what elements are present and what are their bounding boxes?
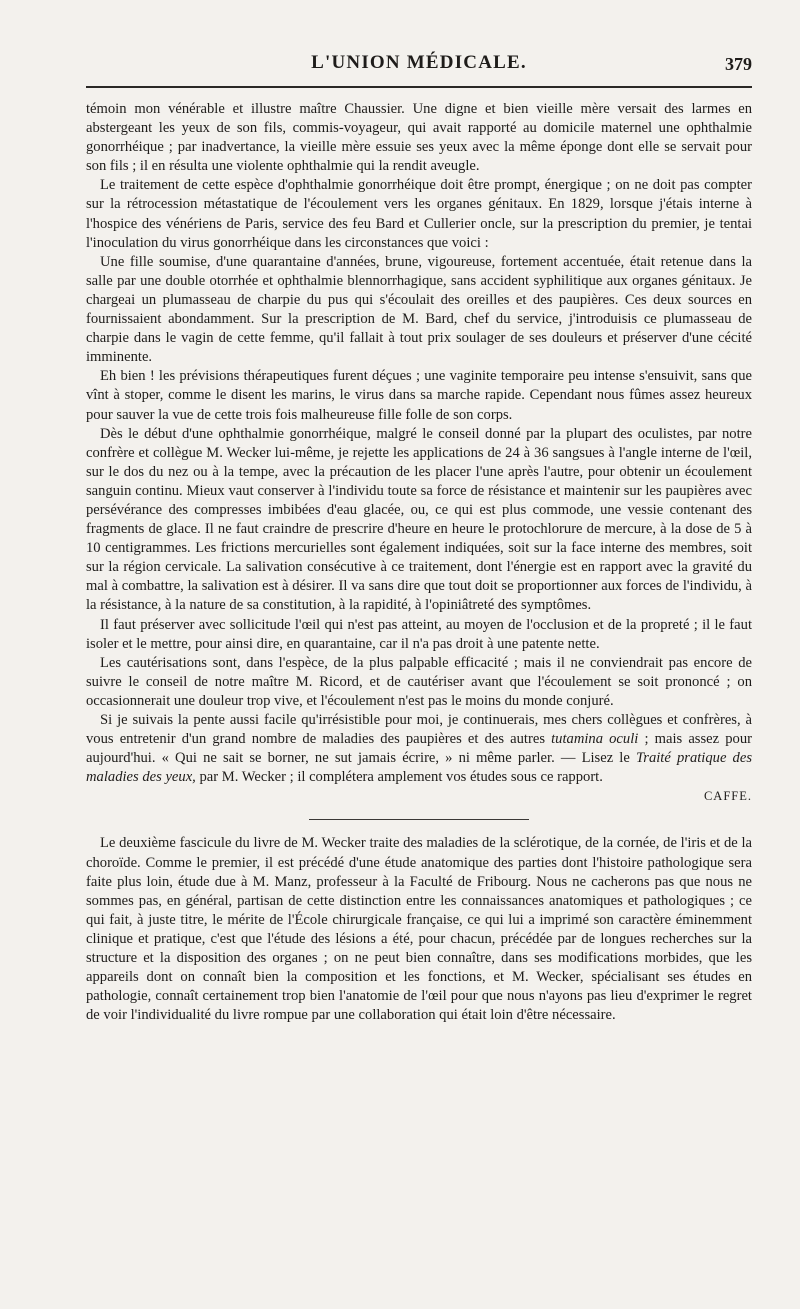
header-rule [86,86,752,88]
closing-text-1: Si je suivais la pente aussi facile qu'irrésistible pour moi, je continuerais, mes chers collègues et confrères, à vous entretenir d'un grand nombre de maladies des paupières et des autres [86,712,752,748]
paragraph-preservation: Il faut préserver avec sollicitude l'œil qui n'est pas atteint, au moyen de l'occlusion et de la propreté ; il le faut isoler et le mettre, pour ainsi dire, en quarantaine, car il n'a pas droit à une patente nette. [86,616,752,652]
paragraph-cauterization: Les cautérisations sont, dans l'espèce, de la plus palpable efficacité ; mais il ne conviendrait pas encore de suivre le conseil de notre maître M. Ricord, et de cautériser avant que l'écoulement se soit prononcé ; on occasionnerait une douleur trop vive, et l'écoulement n'est pas le moins du monde conjuré. [86,654,752,709]
closing-italic-2: Traité pratique des maladies des yeux, [86,750,753,786]
section-separator [309,819,529,820]
closing-italic-1: tutamina oculi [551,731,639,748]
article-body [86,100,752,1025]
paragraph-therapy: Dès le début d'une ophthalmie gonorrhéique, malgré le conseil donné par la plupart des oculistes, par notre confrère et collègue M. Wecker lui-même, je rejette les applications de 24 à 36 sangsues à l'angle interne de l'œil, sur le dos du nez ou à la tempe, avec la précaution de les placer l'une après l'autre, pour obtenir un écoulement sanguin continu. Mieux vaut conserver à l'individu toute sa force de résistance et maintenir sur les paupières avec persévérance des compresses imbibées d'eau glacée, ou, ce qui est plus commode, une vessie contenant des fragments de glace. Il ne faut craindre de prescrire d'heure en heure le protochlorure de mercure, à la dose de 5 à 10 centigrammes. Les frictions mercurielles sont également indiquées, soit sur la face interne des membres, soit sur la région cervicale. La salivation consécutive à ce traitement, dont l'énergie est en rapport avec la gravité du mal à combattre, la salivation est à désirer. Il va sans dire que tout doit se proportionner aux forces de l'individu, à la résistance, à la nature de sa constitution, à la rapidité, à l'opiniâtreté des symptômes. [86,425,752,614]
page-header [86,52,752,86]
paragraph-treatment: Le traitement de cette espèce d'ophthalmie gonorrhéique doit être prompt, énergique ; on ne doit pas compter sur la rétrocession métastatique de l'écoulement vers les organes génitaux. En 1829, lorsque j'étais interne à l'hospice des vénériens de Paris, service des feu Bard et Cullerier oncle, sur la prescription du premier, je tentai l'inoculation du virus gonorrhéique dans les circonstances que voici : [86,177,752,251]
closing-text-2: ; mais assez pour aujourd'hui. « Qui ne sait se borner, ne sut jamais écrire, » ni même parler. — Lisez le [86,731,752,767]
closing-text-3: par M. Wecker ; il complétera amplement vos études sous ce rapport. [195,769,603,786]
page-number: 379 [725,54,752,74]
author-signature: CAFFE. [703,789,752,804]
paragraph-outcome: Eh bien ! les prévisions thérapeutiques furent déçues ; une vaginite temporaire peu intense s'ensuivit, sans que vînt à stoper, comme le disent les marins, le virus dans sa marche rapide. Cependant nous fûmes assez heureux pour sauver la vue de cette trois fois malheureuse fille folle de son corps. [86,368,752,423]
paragraph-closing [86,711,752,787]
paragraph-continuation: témoin mon vénérable et illustre maître Chaussier. Une digne et bien vieille mère versait des larmes en abstergeant les yeux de son fils, commis-voyageur, qui avait rapporté au domicile maternel une ophthalmie gonorrhéique ; par inadvertance, la vieille mère essuie ses yeux avec la même éponge dont elle se servait pour son fils ; il en résulta une violente ophthalmie qui la rendit aveugle. [86,101,752,175]
running-title: L'UNION MÉDICALE. [311,52,527,73]
paragraph-review: Le deuxième fascicule du livre de M. Wecker traite des maladies de la sclérotique, de la cornée, de l'iris et de la choroïde. Comme le premier, il est précédé d'une étude anatomique des parties dont l'histoire pathologique sera faite plus loin, étude due à M. Manz, professeur à la Faculté de Fribourg. Nous ne cacherons pas que nous ne sommes pas, en général, partisan de cette distinction entre les connaissances anatomiques et pathologiques ; ce qui fait, à juste titre, le mérite de l'École chirurgicale française, ce qui lui a imprimé son caractère éminemment clinique et pratique, c'est que l'étude des lésions a été, pour chacun, précédée par de longues recherches sur la structure et la disposition des organes ; on ne peut bien connaître, dans ses modifications morbides, que les appareils dont on connaît bien la composition et les fonctions, et M. Wecker, spécialisant ses études en pathologie, connaît certainement trop bien l'anatomie de l'œil pour que nous n'ayons pas lieu d'exprimer le regret de voir l'individualité du livre rompue par une collaboration qui était loin d'être nécessaire. [86,835,752,1024]
paragraph-case: Une fille soumise, d'une quarantaine d'années, brune, vigoureuse, fortement accentuée, était retenue dans la salle par une double otorrhée et ophthalmie blennorrhagique, sans accident syphilitique aux organes génitaux. Je chargeai un plumasseau de charpie du pus qui s'écoulait des oreilles et des paupières. Ces deux sources en fournissaient abondamment. Sur la prescription de M. Bard, chef du service, j'introduisis ce plumasseau de charpie dans le vagin de cette femme, qu'il fallait à tout prix soulager de ses douleurs et préserver d'une cécité imminente. [86,253,752,366]
